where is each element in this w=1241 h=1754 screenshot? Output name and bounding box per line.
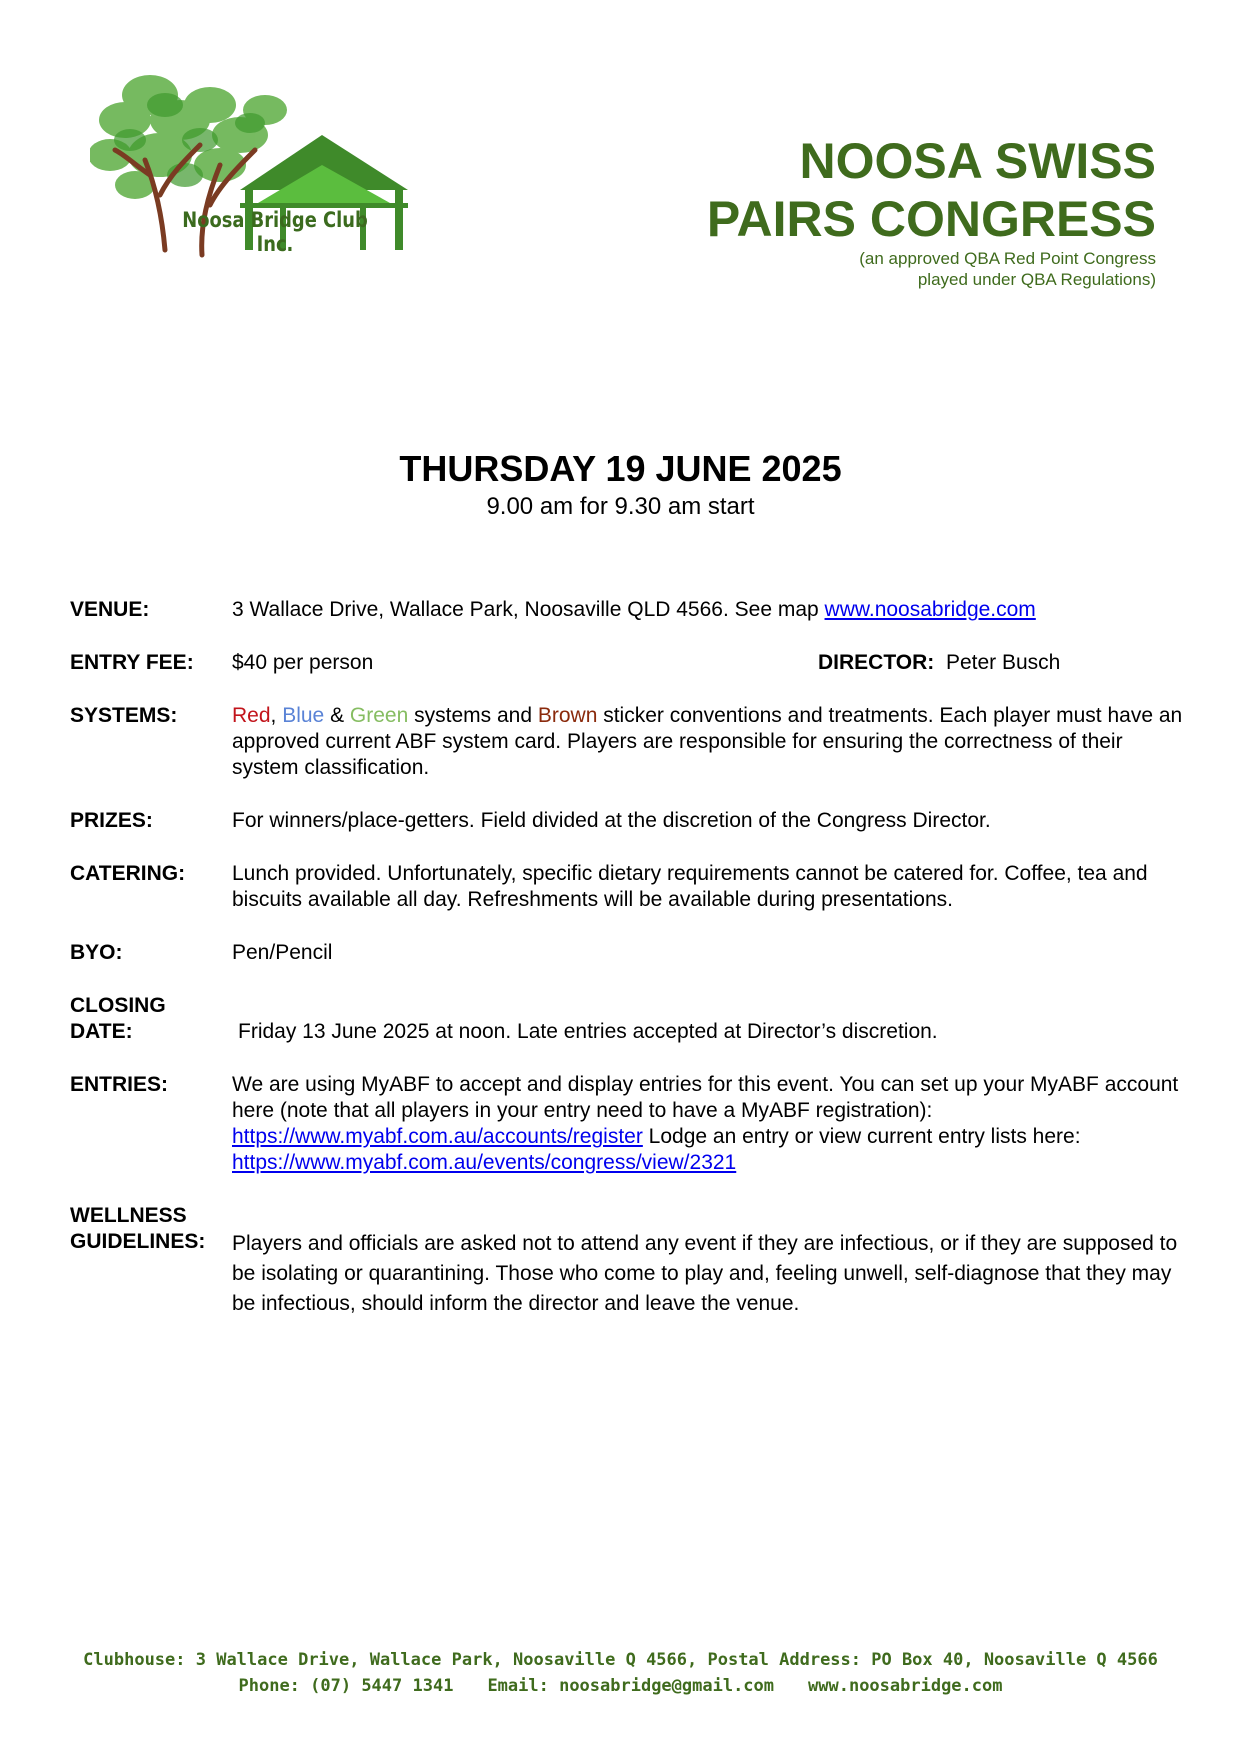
entries-value <box>232 1072 1192 1176</box>
venue-value <box>232 597 1192 623</box>
venue-map-link[interactable]: www.noosabridge.com <box>824 598 1036 621</box>
club-logo <box>90 65 480 315</box>
entry-fee-label: ENTRY FEE: <box>70 651 194 674</box>
system-brown: Brown <box>537 704 598 727</box>
entries-label: ENTRIES: <box>70 1073 169 1096</box>
closing-label-line-2: DATE: <box>70 1020 133 1043</box>
system-red: Red <box>232 704 271 727</box>
director-label: DIRECTOR: <box>818 651 935 674</box>
byo-label: BYO: <box>70 941 123 964</box>
event-date: THURSDAY 19 JUNE 2025 <box>399 448 842 489</box>
catering-value: Lunch provided. Unfortunately, specific dietary requirements cannot be catered for. Coffee, tea and biscuits available all day. Refreshments will be available during presentations. <box>232 862 1148 911</box>
systems-rest: sticker conventions and treatments. Each player must have an approved current ABF system card. Players are responsible for ensuring the correctness of their system classification. <box>232 704 1183 779</box>
wellness-label <box>70 1203 230 1255</box>
wellness-label-line-1: WELLNESS <box>70 1204 187 1227</box>
system-blue: Blue <box>282 704 325 727</box>
venue-text: 3 Wallace Drive, Wallace Park, Noosaville QLD 4566. See map <box>232 598 825 621</box>
systems-label: SYSTEMS: <box>70 704 178 727</box>
footer-contact <box>0 1673 1241 1699</box>
director <box>818 650 1060 676</box>
entry-fee-value: $40 per person <box>232 651 374 674</box>
catering-label: CATERING: <box>70 862 186 885</box>
venue-label: VENUE: <box>70 598 150 621</box>
entries-text-1: We are using MyABF to accept and display entries for this event. You can set up your MyABF account here (note that all players in your entry need to have a MyABF registration): <box>232 1073 1179 1122</box>
systems-mid: systems and <box>408 704 538 727</box>
subtitle-line-1: (an approved QBA Red Point Congress <box>859 249 1156 268</box>
closing-label <box>70 993 230 1045</box>
tree-pavilion-icon <box>90 65 480 315</box>
subtitle-line-2: played under QBA Regulations) <box>917 270 1156 289</box>
prizes-value: For winners/place-getters. Field divided at the discretion of the Congress Director. <box>232 809 991 832</box>
system-green: Green <box>349 704 409 727</box>
event-title-line-1: NOOSA SWISS <box>799 133 1156 189</box>
byo-value: Pen/Pencil <box>232 941 333 964</box>
systems-value <box>232 703 1192 781</box>
entry-list-link[interactable]: https://www.myabf.com.au/events/congress/view/2321 <box>232 1151 737 1174</box>
entries-text-2: Lodge an entry or view current entry lists here: <box>642 1125 1081 1148</box>
director-value: Peter Busch <box>945 651 1061 674</box>
footer-phone: Phone: (07) 5447 1341 <box>238 1676 454 1696</box>
logo-caption: Noosa Bridge Club Inc. <box>182 208 368 256</box>
footer-address: Clubhouse: 3 Wallace Drive, Wallace Park, Noosaville Q 4566, Postal Address: PO Box 40, Noosaville Q 4566 <box>83 1650 1158 1670</box>
systems-comma: , <box>270 704 283 727</box>
closing-value: Friday 13 June 2025 at noon. Late entries accepted at Director’s discretion. <box>238 1020 938 1043</box>
event-time: 9.00 am for 9.30 am start <box>486 493 755 520</box>
prizes-label: PRIZES: <box>70 809 153 832</box>
date-block <box>0 448 1241 522</box>
title-block <box>707 132 1156 290</box>
systems-amp: & <box>324 704 350 727</box>
footer-web: www.noosabridge.com <box>808 1676 1003 1696</box>
closing-label-line-1: CLOSING <box>70 994 166 1017</box>
register-link[interactable]: https://www.myabf.com.au/accounts/register <box>232 1125 643 1148</box>
wellness-value: Players and officials are asked not to attend any event if they are infectious, or if they are supposed to be isolating or quarantining. Those who come to play and, feeling unwell, self-diagnose that they may be infectious, should inform the director and leave the venue. <box>232 1232 1178 1315</box>
footer <box>0 1647 1241 1699</box>
event-title-line-2: PAIRS CONGRESS <box>706 191 1156 247</box>
footer-email: Email: noosabridge@gmail.com <box>487 1676 775 1696</box>
wellness-label-line-2: GUIDELINES: <box>70 1230 206 1253</box>
